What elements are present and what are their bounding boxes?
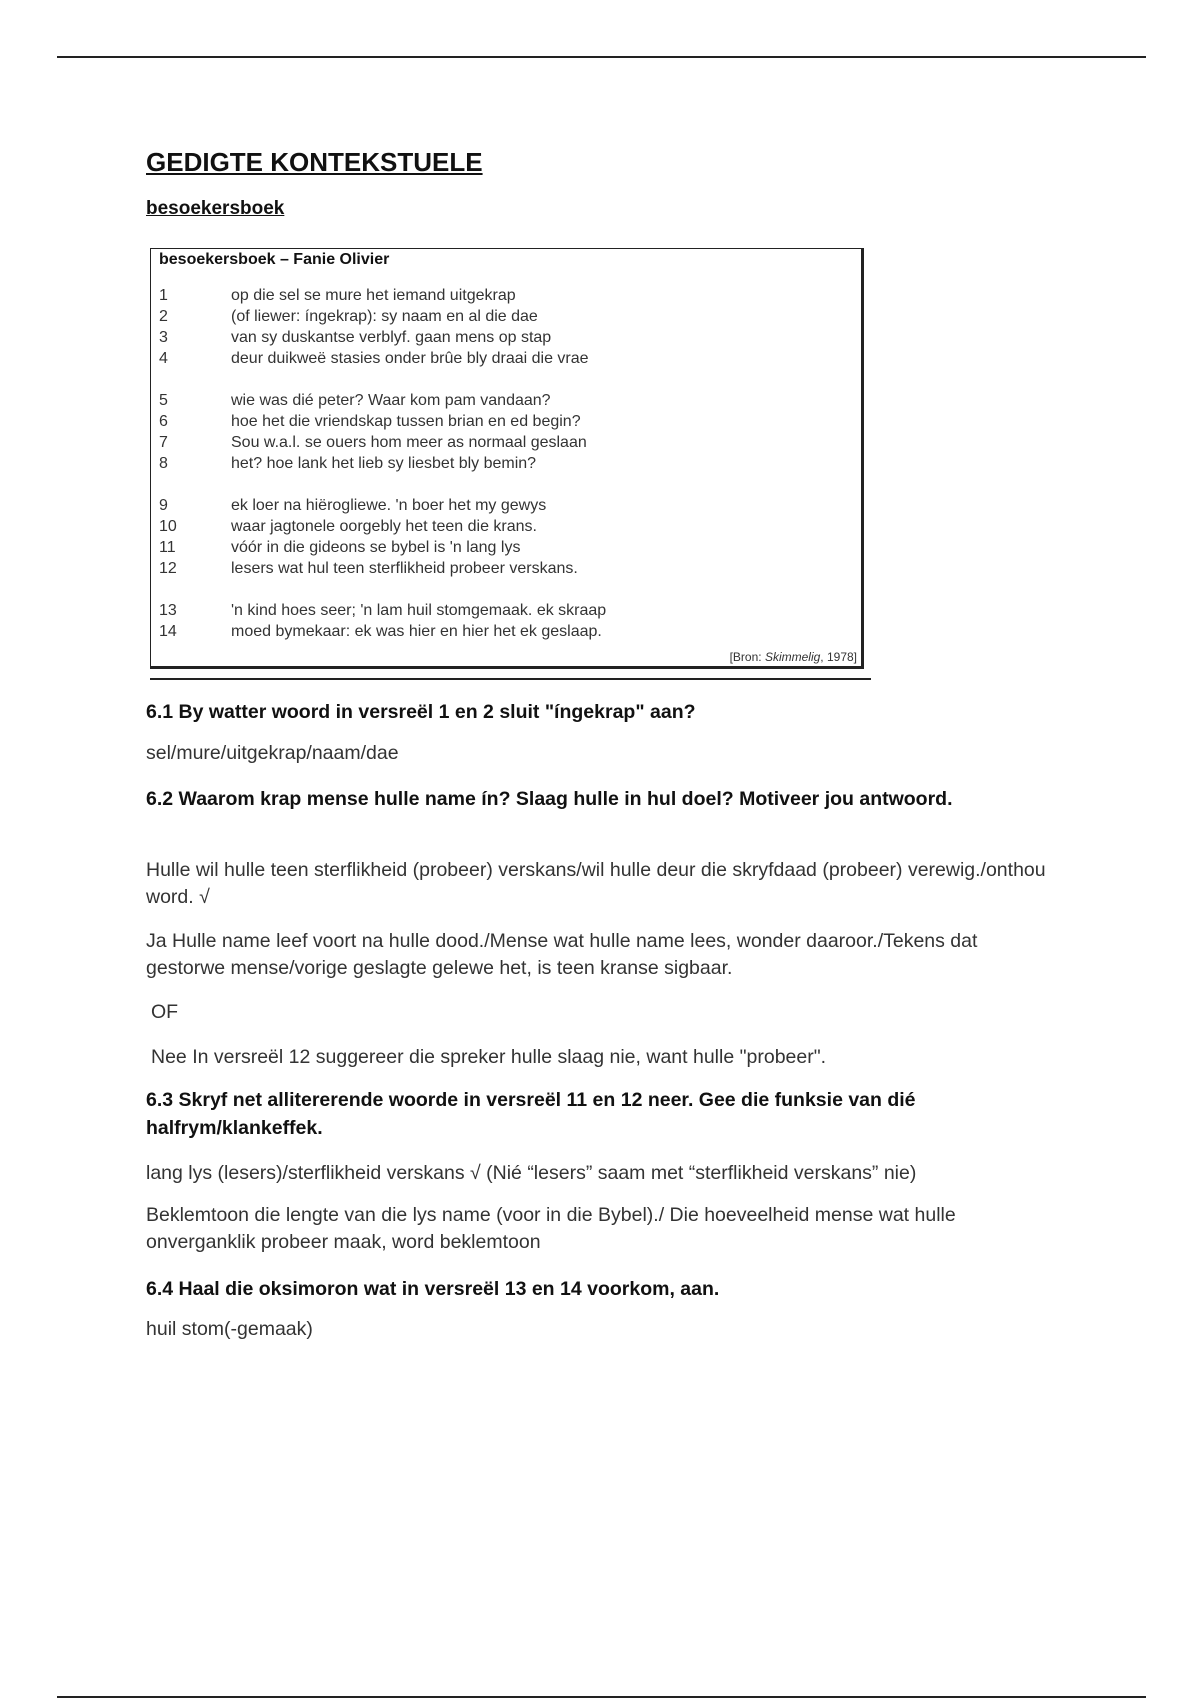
- poem-line: [159, 518, 537, 539]
- answer-6-3-b: Beklemtoon die lengte van die lys name (voor in die Bybel)./ Die hoeveelheid mense wat hulle onverganklik probeer maak, word beklemtoon: [146, 1204, 956, 1253]
- line-text: op die sel se mure het iemand uitgekrap: [231, 287, 516, 304]
- line-text: ek loer na hiërogliewe. 'n boer het my gewys: [231, 497, 547, 514]
- poem-underline: [150, 678, 871, 680]
- line-number: 11: [159, 539, 176, 556]
- footer-rule: [57, 1696, 1146, 1698]
- poem-source: [730, 650, 857, 664]
- line-number: 7: [159, 434, 168, 451]
- line-text: lesers wat hul teen sterflikheid probeer verskans.: [231, 560, 578, 577]
- answer-6-2-b: Ja Hulle name leef voort na hulle dood./Mense wat hulle name lees, wonder daaroor./Tekens dat gestorwe mense/vorige geslagte gelewe het, is teen kranse sigbaar.: [146, 930, 978, 979]
- section-title: besoekersboek: [146, 198, 285, 219]
- poem-line: [159, 413, 581, 434]
- answer-6-2-or: OF: [151, 1001, 179, 1023]
- question-6-2: 6.2 Waarom krap mense hulle name ín? Slaag hulle in hul doel? Motiveer jou antwoord.: [146, 788, 953, 810]
- poem-line: [159, 287, 516, 308]
- answer-6-2-c: Nee In versreël 12 suggereer die spreker hulle slaag nie, want hulle "probeer".: [151, 1046, 827, 1068]
- line-text: het? hoe lank het lieb sy liesbet bly bemin?: [231, 455, 537, 472]
- line-text: wie was dié peter? Waar kom pam vandaan?: [231, 392, 551, 409]
- answer-6-1: sel/mure/uitgekrap/naam/dae: [146, 742, 399, 764]
- line-text: Sou w.a.l. se ouers hom meer as normaal geslaan: [231, 434, 587, 451]
- line-number: 10: [159, 518, 177, 535]
- line-text: 'n kind hoes seer; 'n lam huil stomgemaak. ek skraap: [231, 602, 607, 619]
- line-text: hoe het die vriendskap tussen brian en ed begin?: [231, 413, 581, 430]
- line-number: 1: [159, 287, 168, 304]
- poem-line: [159, 497, 546, 518]
- line-number: 9: [159, 497, 168, 514]
- source-title: Skimmelig: [764, 650, 821, 664]
- answer-6-2-a: Hulle wil hulle teen sterflikheid (probeer) verskans/wil hulle deur die skryfdaad (probeer) verewig./onthou word. √: [146, 859, 1046, 908]
- line-number: 8: [159, 455, 168, 472]
- poem-line: [159, 308, 538, 329]
- page-title: GEDIGTE KONTEKSTUELE: [146, 147, 483, 177]
- header-rule: [57, 56, 1146, 58]
- line-number: 2: [159, 308, 168, 325]
- answer-6-3-a: lang lys (lesers)/sterflikheid verskans √ (Nié “lesers” saam met “sterflikheid verskans” nie): [146, 1162, 917, 1184]
- poem-line: [159, 623, 602, 644]
- line-number: 4: [159, 350, 168, 367]
- line-number: 3: [159, 329, 168, 346]
- poem-box: [150, 248, 864, 669]
- poem-line: [159, 539, 520, 560]
- poem-line: [159, 602, 606, 623]
- poem-line: [159, 560, 578, 581]
- line-number: 6: [159, 413, 168, 430]
- line-text: deur duikweë stasies onder brûe bly draai die vrae: [231, 350, 589, 367]
- poem-line: [159, 434, 587, 455]
- line-text: (of liewer: íngekrap): sy naam en al die dae: [231, 308, 538, 325]
- poem-heading: besoekersboek – Fanie Olivier: [159, 251, 390, 268]
- line-text: vóór in die gideons se bybel is 'n lang lys: [231, 539, 521, 556]
- line-text: waar jagtonele oorgebly het teen die krans.: [231, 518, 537, 535]
- poem-line: [159, 392, 551, 413]
- poem-line: [159, 350, 589, 371]
- poem-line: [159, 329, 551, 350]
- line-number: 12: [159, 560, 177, 577]
- source-prefix: [Bron:: [729, 650, 765, 664]
- line-text: moed bymekaar: ek was hier en hier het ek geslaap.: [231, 623, 602, 640]
- question-6-3: 6.3 Skryf net allitererende woorde in versreël 11 en 12 neer. Gee die funksie van dié halfrym/klankeffek.: [146, 1089, 916, 1139]
- line-text: van sy duskantse verblyf. gaan mens op stap: [231, 329, 552, 346]
- poem-line: [159, 455, 536, 476]
- line-number: 14: [159, 623, 177, 640]
- line-number: 13: [159, 602, 177, 619]
- line-number: 5: [159, 392, 168, 409]
- question-6-4: 6.4 Haal die oksimoron wat in versreël 13 en 14 voorkom, aan.: [146, 1278, 720, 1300]
- question-6-1: 6.1 By watter woord in versreël 1 en 2 sluit "íngekrap" aan?: [146, 701, 696, 723]
- source-suffix: , 1978]: [820, 650, 857, 664]
- answer-6-4: huil stom(-gemaak): [146, 1318, 313, 1340]
